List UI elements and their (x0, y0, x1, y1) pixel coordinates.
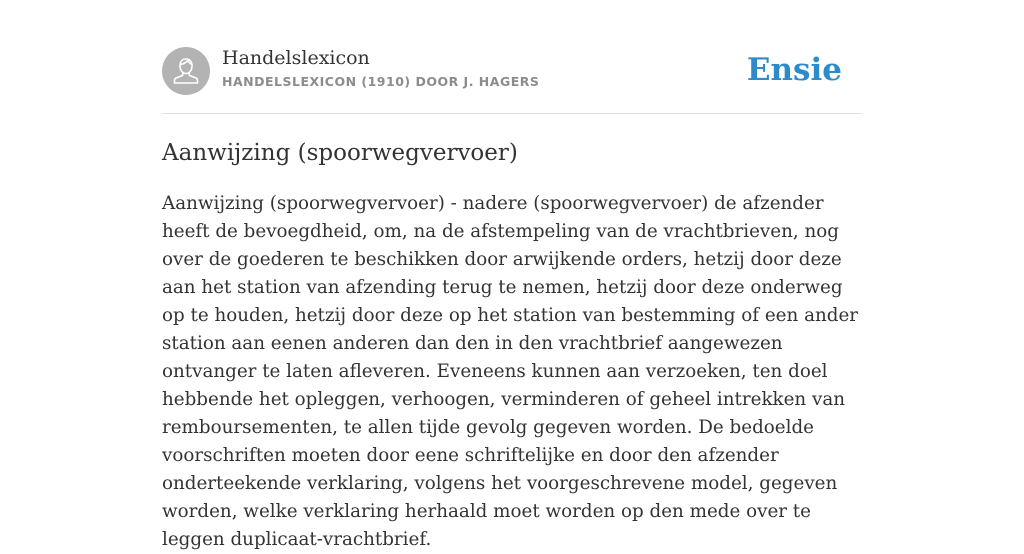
header-divider (162, 113, 862, 114)
ensie-logo[interactable]: Ensie (746, 52, 842, 88)
source-header (162, 46, 862, 96)
entry-title: Aanwijzing (spoorwegvervoer) (162, 140, 518, 166)
avatar[interactable] (162, 47, 210, 95)
source-subtitle[interactable]: HANDELSLEXICON (1910) DOOR J. HAGERS (222, 74, 540, 89)
entry-body: Aanwijzing (spoorwegvervoer) - nadere (spoorwegvervoer) de afzender heeft de bevoegdheid, om, na de afstempeling van de vrachtbrieven, nog over de goederen te beschikken door arwijkende orders, hetzij door deze aan het station van afzending terug te nemen, hetzij door deze onderweg op te houden, hetzij door deze op het station van bestemming of een ander station aan eenen anderen dan den in den vrachtbrief aangewezen ontvanger te laten afleveren. Eveneens kunnen aan verzoeken, ten doel hebbende het opleggen, verhoogen, verminderen of geheel intrekken van remboursementen, te allen tijde gevolg gegeven worden. De bedoelde voorschriften moeten door eene schriftelijke en door den afzender onderteekende verklaring, volgens het voorgeschrevene model, gegeven worden, welke verklaring herhaald moet worden op den mede over te leggen duplicaat-vrachtbrief. (162, 193, 859, 550)
source-title[interactable]: Handelslexicon (222, 47, 370, 69)
user-silhouette-icon (162, 47, 210, 95)
